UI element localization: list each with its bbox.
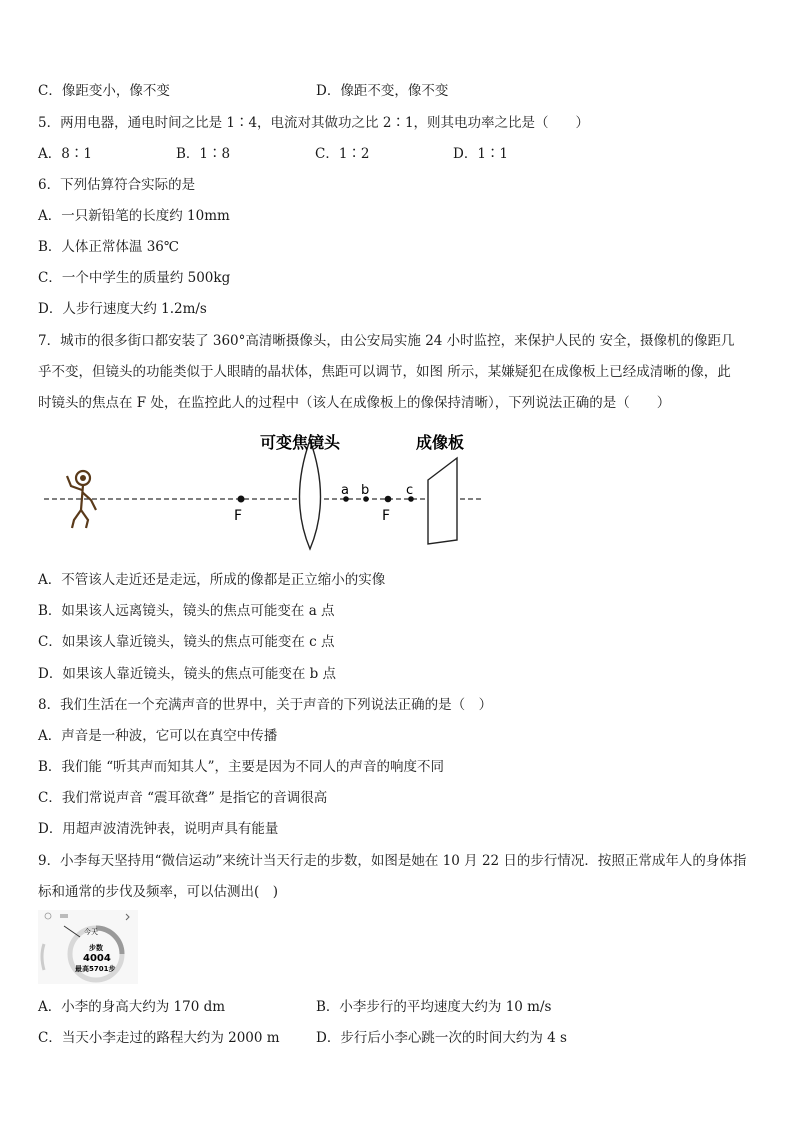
q6-option-d: D．人步行速度大约 1.2m/s [38,301,207,317]
lens-diagram [38,428,488,558]
q9-stem-line-1: 9．小李每天坚持用“微信运动”来统计当天行走的步数，如图是她在 10 月 22 日的步行情况．按照正常成年人的身体指 [38,853,747,869]
q7-stem-line-1: 7．城市的很多街口都安装了 360°高清晰摄像头，由公安局实施 24 小时监控，来保护人民的 安全，摄像机的像距几 [38,333,735,349]
q5-stem: 5．两用电器，通电时间之比是 1∶4，电流对其做功之比 2∶1，则其电功率之比是（ ） [38,115,590,131]
wechat-steps-figure [38,910,138,984]
menu-icon [60,914,68,918]
q9-option-b: B．小李步行的平均速度大约为 10 m/s [316,999,552,1015]
q7-stem-line-2: 乎不变，但镜头的功能类似于人眼睛的晶状体，焦距可以调节，如图 所示，某嫌疑犯在成像板上已经成清晰的像，此 [38,364,731,380]
best-steps-label: 最高5701步 [75,965,116,973]
board-label: 成像板 [416,433,465,452]
q5-option-d: D．1∶1 [453,146,509,162]
point-a-label: a [341,483,349,498]
q7-option-a: A．不管该人走近还是走远，所成的像都是正立缩小的实像 [38,572,386,588]
q4-option-d: D．像距不变，像不变 [316,83,449,99]
variable-focus-lens [300,440,321,549]
q8-stem: 8．我们生活在一个充满声音的世界中，关于声音的下列说法正确的是（ ） [38,697,493,713]
q9-stem-line-2: 标和通常的步伐及频率，可以估测出( ) [38,884,279,900]
q6-option-b: B．人体正常体温 36℃ [38,239,179,255]
focus-right-dot [385,496,392,503]
q7-option-c: C．如果该人靠近镜头，镜头的焦点可能变在 c 点 [38,634,335,650]
focus-right-label: F [382,508,391,524]
q7-stem-line-3: 时镜头的焦点在 F 处，在监控此人的过程中（该人在成像板上的像保持清晰），下列说法正确的是（ ） [38,395,671,411]
q9-option-d: D．步行后小李心跳一次的时间大约为 4 s [316,1030,567,1046]
point-c-label: c [406,483,414,498]
point-b-label: b [361,483,370,498]
q5-option-b: B．1∶8 [176,146,231,162]
q9-option-a: A．小李的身高大约为 170 dm [38,999,226,1015]
q8-option-c: C．我们常说声音 “震耳欲聋” 是指它的音调很高 [38,790,328,806]
q6-stem: 6．下列估算符合实际的是 [38,177,196,193]
focus-left-label: F [234,508,243,524]
q5-option-c: C．1∶2 [315,146,370,162]
q7-option-b: B．如果该人远离镜头，镜头的焦点可能变在 a 点 [38,603,335,619]
q8-option-d: D．用超声波清洗钟表，说明声具有能量 [38,821,279,837]
q8-option-a: A．声音是一种波，它可以在真空中传播 [38,728,278,744]
imaging-board [428,458,457,544]
lens-label: 可变焦镜头 [260,433,341,452]
q9-option-c: C．当天小李走过的路程大约为 2000 m [38,1030,280,1046]
steps-label: 步数 [89,944,103,952]
q6-option-a: A．一只新铅笔的长度约 10mm [38,208,230,224]
q7-option-d: D．如果该人靠近镜头，镜头的焦点可能变在 b 点 [38,666,337,682]
q6-option-c: C．一个中学生的质量约 500kg [38,270,231,286]
focus-left-dot [238,496,245,503]
steps-value: 4004 [83,953,111,964]
q4-option-c: C．像距变小，像不变 [38,83,170,99]
q5-option-a: A．8∶1 [38,146,92,162]
q8-option-b: B．我们能 “听其声而知其人”，主要是因为不同人的声音的响度不同 [38,759,445,775]
today-label: 今天 [84,928,98,936]
